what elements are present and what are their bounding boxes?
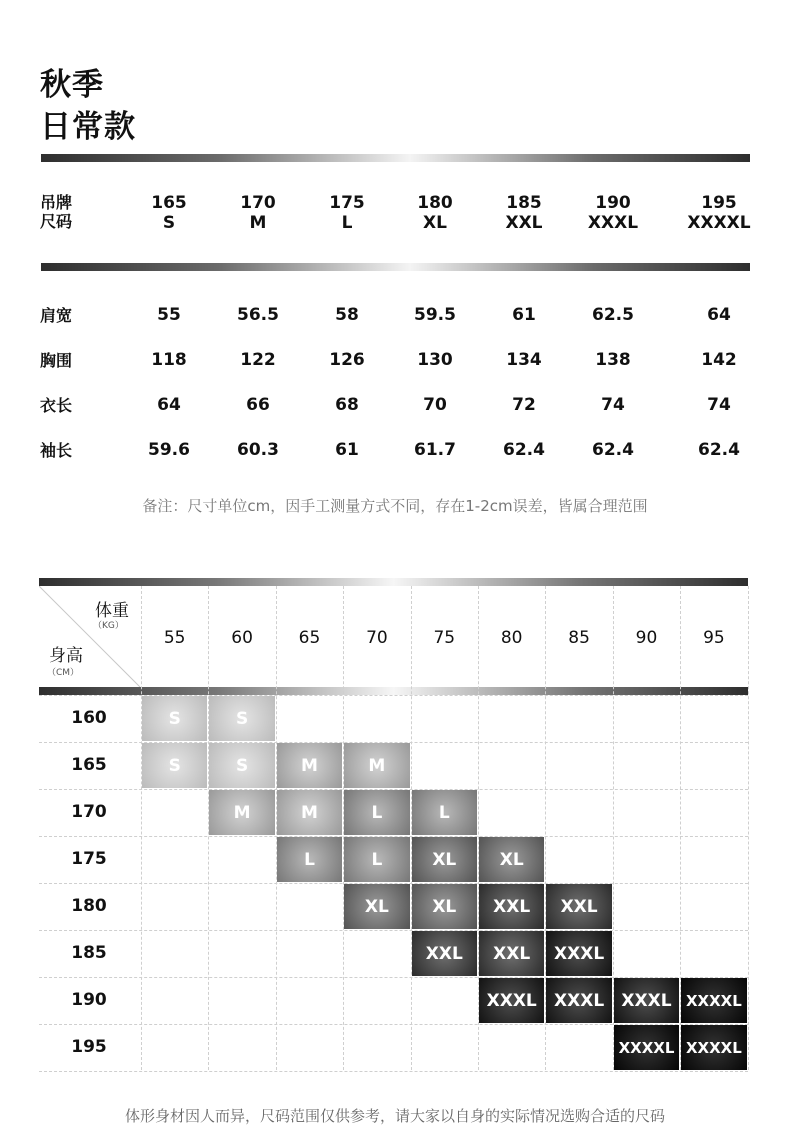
size-cell: XXXL: [614, 978, 679, 1023]
tag-label-line-1: 吊牌: [40, 193, 73, 212]
height-header: 180: [71, 896, 107, 916]
measure-value: 142: [701, 350, 737, 370]
tag-column-m: [218, 193, 298, 233]
size-cell: S: [209, 696, 274, 741]
measure-value: 61: [335, 440, 359, 460]
weight-header: 60: [231, 628, 253, 648]
weight-header: 80: [500, 628, 523, 648]
tag-size: XL: [423, 213, 447, 233]
size-cell: M: [277, 790, 342, 835]
size-cell: S: [142, 696, 207, 741]
tag-column-xxxxl: [679, 193, 759, 233]
measure-value: 74: [707, 395, 731, 415]
size-cell: L: [344, 837, 409, 882]
height-header: 195: [71, 1037, 107, 1057]
size-cell: L: [277, 837, 342, 882]
measure-value: 62.5: [592, 305, 634, 325]
size-cell: XXL: [479, 931, 544, 976]
measure-value: 62.4: [698, 440, 740, 460]
divider-grid-header: [39, 687, 748, 695]
measure-value: 56.5: [237, 305, 279, 325]
measure-value: 66: [246, 395, 270, 415]
measure-value: 62.4: [503, 440, 545, 460]
measure-value: 61: [512, 305, 536, 325]
tag-height: 190: [595, 193, 631, 213]
tag-size: XXXXL: [687, 213, 751, 233]
divider-grid-top: [39, 578, 748, 586]
weight-header: 55: [163, 628, 186, 648]
measure-value: 61.7: [414, 440, 456, 460]
height-label: 身高: [49, 646, 83, 666]
tag-height: 170: [240, 193, 276, 213]
height-header: 175: [71, 849, 107, 869]
height-unit: （CM）: [47, 668, 80, 678]
weight-header: 95: [703, 628, 725, 648]
weight-header: 65: [298, 628, 321, 648]
size-cell: XXL: [479, 884, 544, 929]
measure-row-label: 袖长: [40, 441, 73, 460]
tag-column-xl: [395, 193, 475, 233]
tag-height: 185: [506, 193, 542, 213]
measure-value: 70: [423, 395, 447, 415]
divider-top: [41, 154, 750, 162]
height-header: 160: [71, 708, 107, 728]
size-cell: M: [209, 790, 274, 835]
size-cell: XXL: [546, 884, 611, 929]
measure-value: 62.4: [592, 440, 634, 460]
title-line-2: 日常款: [40, 109, 136, 145]
measure-value: 64: [707, 305, 731, 325]
measure-value: 72: [512, 395, 536, 415]
size-cell: XXXL: [479, 978, 544, 1023]
measure-row-label: 肩宽: [40, 306, 73, 325]
tag-label-line-2: 尺码: [40, 212, 73, 231]
size-cell: XXXXL: [681, 1025, 746, 1070]
height-header: 185: [71, 943, 107, 963]
title-line-1: 秋季: [40, 67, 104, 103]
tag-column-xxxl: [573, 193, 653, 233]
size-cell: XXXXL: [681, 978, 746, 1023]
measure-value: 55: [157, 305, 181, 325]
measure-value: 126: [329, 350, 365, 370]
tag-label: [40, 193, 72, 231]
divider-middle: [41, 263, 750, 271]
tag-height: 180: [417, 193, 453, 213]
weight-label: 体重: [95, 601, 129, 621]
measurement-note: 备注：尺寸单位cm，因手工测量方式不同，存在1-2cm误差，皆属合理范围: [142, 497, 648, 515]
tag-size: S: [162, 213, 176, 233]
weight-header: 90: [635, 628, 658, 648]
size-cell: L: [412, 790, 477, 835]
measure-value: 59.5: [414, 305, 456, 325]
measure-value: 134: [506, 350, 542, 370]
tag-height: 165: [151, 193, 187, 213]
size-cell: XXXL: [546, 978, 611, 1023]
measure-value: 64: [157, 395, 181, 415]
measure-value: 138: [595, 350, 631, 370]
height-header: 165: [71, 755, 107, 775]
measure-value: 68: [335, 395, 359, 415]
size-cell: XXL: [412, 931, 477, 976]
grid-vline: [748, 586, 749, 1070]
measure-value: 122: [240, 350, 276, 370]
footer-note: 体形身材因人而异，尺码范围仅供参考，请大家以自身的实际情况选购合适的尺码: [124, 1107, 665, 1125]
size-cell: L: [344, 790, 409, 835]
size-cell: S: [209, 743, 274, 788]
size-cell: XL: [412, 837, 477, 882]
measure-value: 118: [151, 350, 187, 370]
size-recommendation-grid: [39, 586, 748, 1070]
weight-header: 85: [568, 628, 590, 648]
measure-value: 60.3: [237, 440, 279, 460]
tag-height: 175: [329, 193, 365, 213]
measure-row-label: 胸围: [40, 351, 73, 370]
measure-value: 74: [601, 395, 625, 415]
grid-hline: [39, 930, 748, 931]
weight-header: 75: [433, 628, 456, 648]
size-cell: XXXXL: [614, 1025, 679, 1070]
size-cell: XL: [479, 837, 544, 882]
size-cell: S: [142, 743, 207, 788]
grid-hline: [39, 1071, 748, 1072]
size-cell: M: [277, 743, 342, 788]
measure-value: 59.6: [148, 440, 190, 460]
grid-vline: [141, 586, 142, 1070]
size-cell: XXXL: [546, 931, 611, 976]
tag-size: XXL: [505, 213, 543, 233]
tag-size: M: [249, 213, 267, 233]
measure-row-label: 衣长: [40, 396, 73, 415]
tag-size: XXXL: [587, 213, 639, 233]
weight-header: 70: [366, 628, 388, 648]
size-cell: M: [344, 743, 409, 788]
tag-size: L: [341, 213, 353, 233]
size-cell: XL: [412, 884, 477, 929]
weight-unit: （KG）: [93, 621, 124, 631]
measure-value: 58: [335, 305, 359, 325]
tag-column-s: [129, 193, 209, 233]
tag-height: 195: [701, 193, 737, 213]
height-header: 190: [71, 990, 107, 1010]
tag-column-l: [307, 193, 387, 233]
size-cell: XL: [344, 884, 409, 929]
height-header: 170: [71, 802, 107, 822]
measure-value: 130: [417, 350, 453, 370]
tag-column-xxl: [484, 193, 564, 233]
